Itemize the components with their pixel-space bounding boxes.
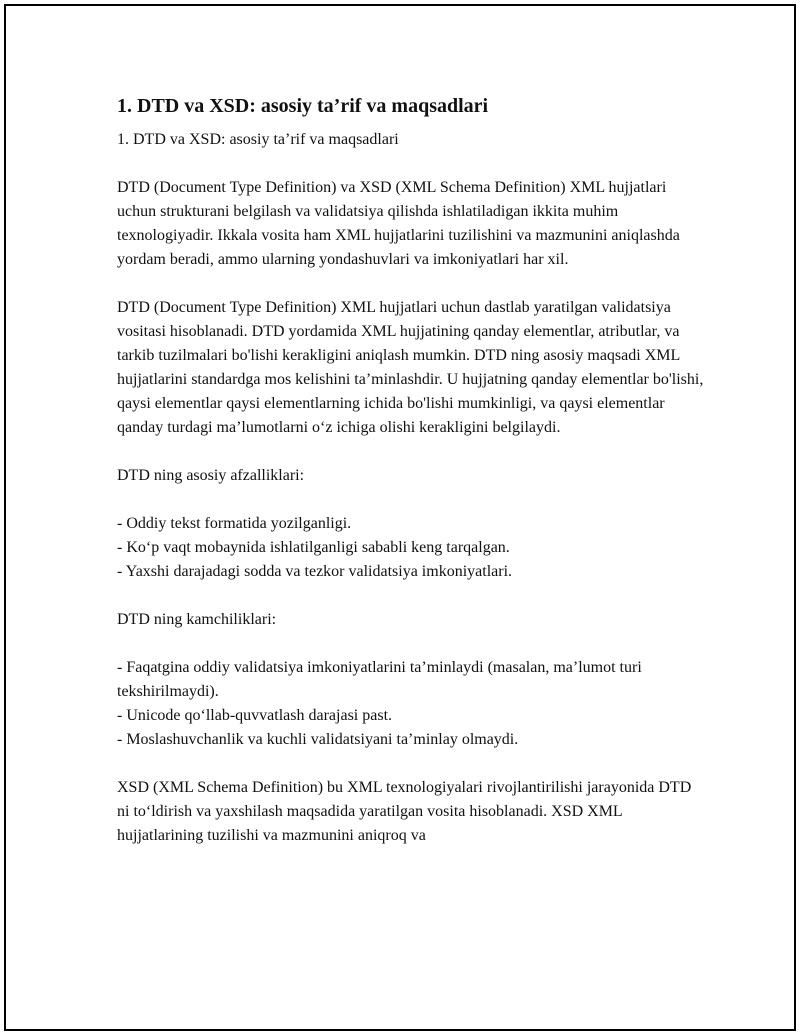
advantages-heading: DTD ning asosiy afzalliklari: [117, 467, 305, 484]
document-body [117, 92, 707, 872]
dtd-description-paragraph: DTD (Document Type Definition) XML hujjatlari uchun dastlab yaratilgan validatsiya vositasi hisoblanadi. DTD yordamida XML hujjatining qanday elementlar, atributlar, va tarkib tuzilmalari bo'lishi kerakligini aniqlash mumkin. DTD ning asosiy maqsadi XML hujjatlarini standardga mos kelishini ta’minlashdir. U hujjatning qanday elementlar bo'lishi, qaysi elementlar qaysi elementlarning ichida bo'lishi mumkinligi, va qaysi elementlar qanday turdagi ma’lumotlarni o‘z ichiga olishi kerakligini belgilaydi. [117, 299, 704, 436]
list-item: - Ko‘p vaqt mobaynida ishlatilganligi sababli keng tarqalgan. [117, 539, 510, 556]
intro-paragraph: DTD (Document Type Definition) va XSD (XML Schema Definition) XML hujjatlari uchun strukturani belgilash va validatsiya qilishda ishlatiladigan ikkita muhim texnologiyadir. Ikkala vosita ham XML hujjatlarini tuzilishini va mazmunini aniqlashda yordam beradi, ammo ularning yondashuvlari va imkoniyatlari har xil. [117, 179, 680, 268]
xsd-description-paragraph: XSD (XML Schema Definition) bu XML texnologiyalari rivojlantirilishi jarayonida DTD ni to‘ldirish va yaxshilash maqsadida yaratilgan vosita hisoblanadi. XSD XML hujjatlarining tuzilishi va mazmunini aniqroq va [117, 779, 692, 844]
list-item: - Yaxshi darajadagi sodda va tezkor validatsiya imkoniyatlari. [117, 563, 513, 580]
subtitle-paragraph: 1. DTD va XSD: asosiy ta’rif va maqsadlari [117, 131, 399, 148]
disadvantages-heading: DTD ning kamchiliklari: [117, 611, 277, 628]
advantages-list [117, 512, 707, 584]
list-item: - Moslashuvchanlik va kuchli validatsiyani ta’minlay olmaydi. [117, 731, 519, 748]
list-item: - Oddiy tekst formatida yozilganligi. [117, 515, 352, 532]
disadvantages-list [117, 656, 707, 752]
page-title: 1. DTD va XSD: asosiy ta’rif va maqsadlari [117, 95, 489, 117]
list-item: - Faqatgina oddiy validatsiya imkoniyatlarini ta’minlaydi (masalan, ma’lumot turi tekshirilmaydi). [117, 659, 642, 700]
list-item: - Unicode qo‘llab-quvvatlash darajasi past. [117, 707, 393, 724]
